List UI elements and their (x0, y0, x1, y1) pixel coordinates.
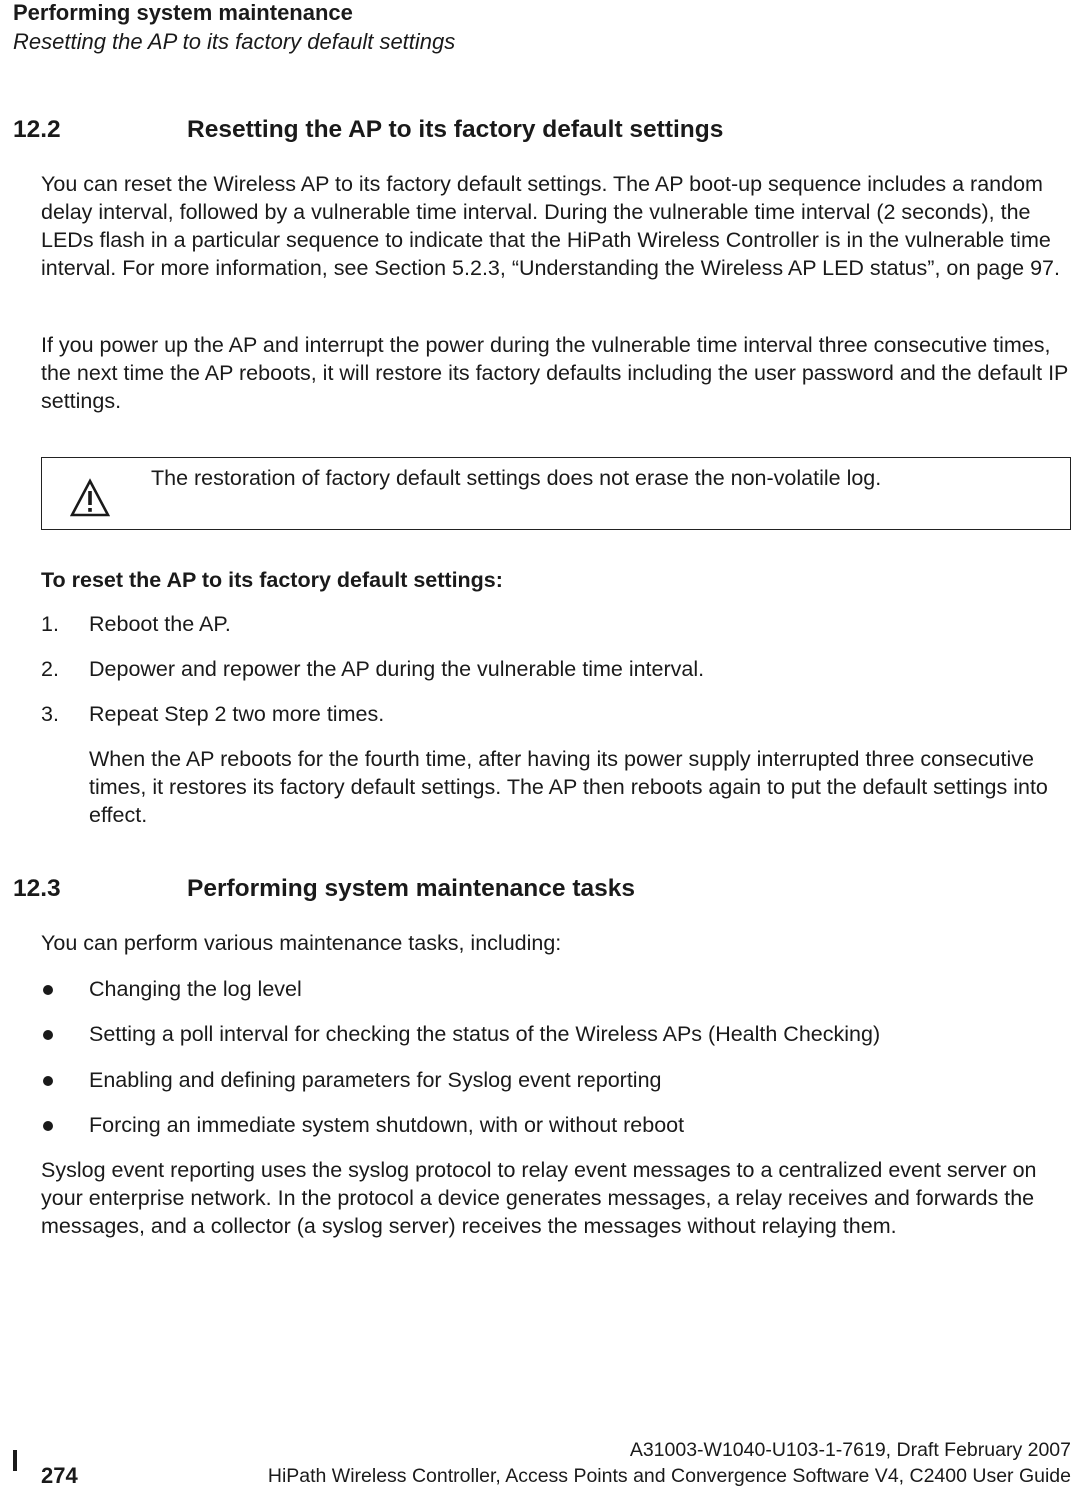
footer-margin-bar (13, 1450, 17, 1471)
section-12-2-paragraph-1: You can reset the Wireless AP to its factory default settings. The AP boot-up sequence includes a random delay interval, followed by a vulnerable time interval. During the vulnerable time interval (2 seconds), the LEDs flash in a particular sequence to indicate that the HiPath Wireless Controller is in the vulnerable time interval. For more information, see Section 5.2.3, “Understanding the Wireless AP LED status”, on page 97. (41, 172, 1060, 280)
procedure-title: To reset the AP to its factory default settings: (41, 568, 503, 592)
list-item (41, 1020, 1041, 1048)
section-number: 12.3 (13, 875, 61, 902)
bullet-icon (43, 1076, 53, 1086)
section-12-3-intro: You can perform various maintenance tasks, including: (41, 931, 562, 955)
procedure-step (41, 610, 1041, 638)
section-heading-12-2 (13, 115, 1013, 145)
running-header-subtitle: Resetting the AP to its factory default settings (13, 29, 456, 54)
section-number: 12.2 (13, 116, 61, 143)
procedure-step (41, 700, 1041, 728)
section-title: Performing system maintenance tasks (187, 875, 635, 902)
step-number: 1. (41, 612, 59, 636)
section-12-3-paragraph: Syslog event reporting uses the syslog protocol to relay event messages to a centralized event server on your enterprise network. In the protocol a device generates messages, a relay receives and forwards the messages, and a collector (a syslog server) receives the messages without relaying them. (41, 1158, 1037, 1238)
running-header-title: Performing system maintenance (13, 0, 353, 25)
step-number: 2. (41, 657, 59, 681)
section-12-2-paragraph-2: If you power up the AP and interrupt the power during the vulnerable time interval three consecutive times, the next time the AP reboots, it will restore its factory defaults including the user password and the default IP settings. (41, 333, 1068, 413)
note-text: The restoration of factory default settings does not erase the non-volatile log. (151, 466, 882, 490)
section-title: Resetting the AP to its factory default settings (187, 116, 724, 143)
bullet-icon (43, 1121, 53, 1131)
section-heading-12-3 (13, 874, 1013, 904)
bullet-icon (43, 985, 53, 995)
bullet-icon (43, 1030, 53, 1040)
list-item-text: Enabling and defining parameters for Syslog event reporting (89, 1068, 662, 1092)
step-text: Reboot the AP. (89, 612, 231, 636)
step-text: Repeat Step 2 two more times. (89, 702, 385, 726)
page-number: 274 (41, 1463, 78, 1488)
footer-doc-title: HiPath Wireless Controller, Access Points and Convergence Software V4, C2400 User Guide (267, 1465, 1071, 1487)
procedure-step (41, 655, 1041, 683)
list-item-text: Changing the log level (89, 977, 302, 1001)
list-item (41, 1111, 1041, 1139)
step-number: 3. (41, 702, 59, 726)
warning-triangle-icon (70, 478, 110, 518)
list-item-text: Setting a poll interval for checking the status of the Wireless APs (Health Checking) (89, 1022, 881, 1046)
step-result-paragraph: When the AP reboots for the fourth time, after having its power supply interrupted three consecutive times, it restores its factory default settings. The AP then reboots again to put the default settings into effect. (89, 747, 1048, 827)
step-text: Depower and repower the AP during the vulnerable time interval. (89, 657, 705, 681)
list-item-text: Forcing an immediate system shutdown, with or without reboot (89, 1113, 685, 1137)
list-item (41, 1066, 1041, 1094)
note-box (41, 457, 1071, 530)
footer-doc-id: A31003-W1040-U103-1-7619, Draft February 2007 (629, 1439, 1071, 1461)
list-item (41, 975, 1041, 1003)
